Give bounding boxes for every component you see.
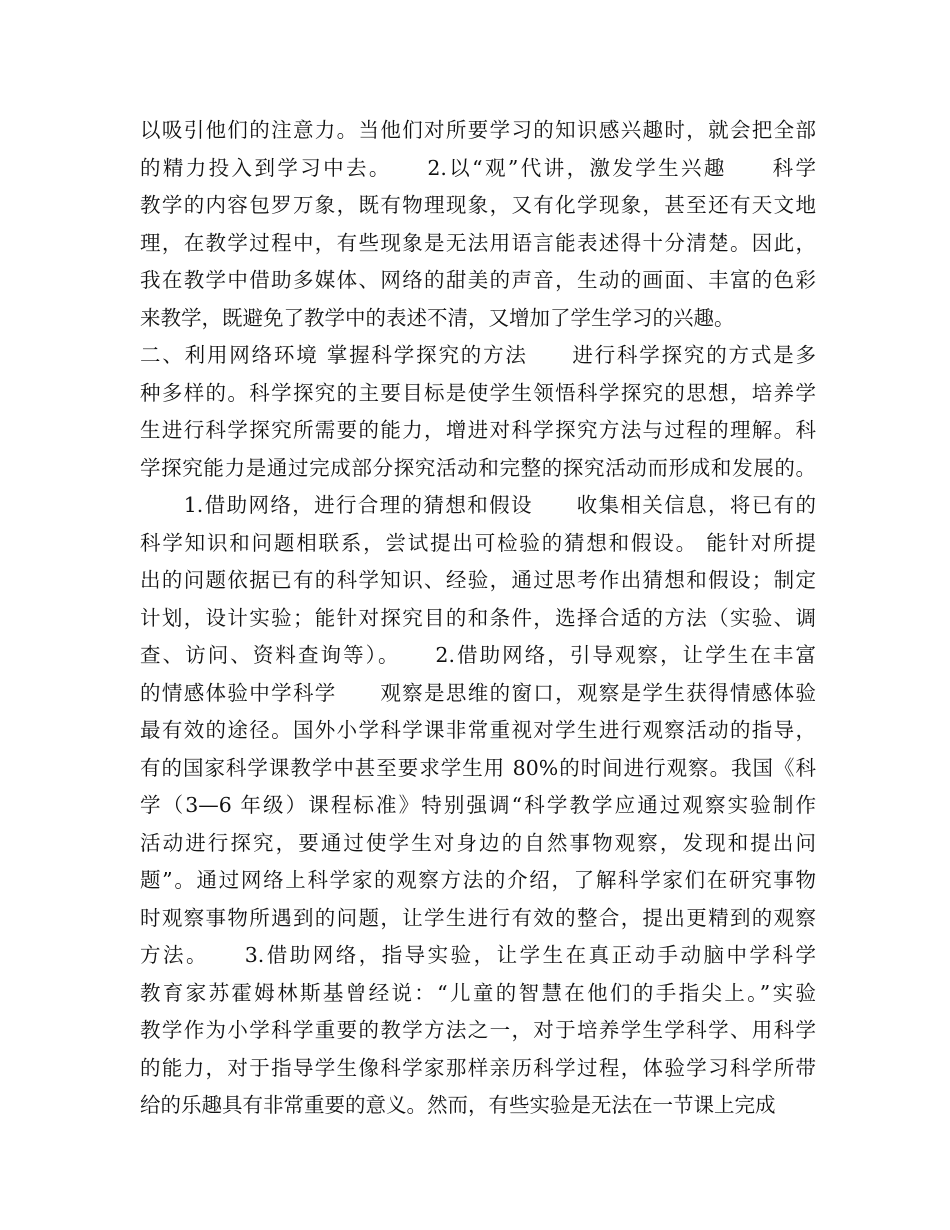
text-line-23: 方法。 3.借助网络，指导实验，让学生在真正动手动脑中学科学	[140, 943, 816, 967]
text-line-5: 我在教学中借助多媒体、网络的甜美的声音，生动的画面、丰富的色彩	[140, 268, 816, 292]
text-line-14: 计划，设计实验；能针对探究目的和条件，选择合适的方法（实验、调	[140, 605, 816, 630]
text-line-8: 种多样的。科学探究的主要目标是使学生领悟科学探究的思想，培养学	[140, 380, 816, 405]
text-line-10: 学探究能力是通过完成部分探究活动和完整的探究活动而形成和发展的。	[140, 455, 816, 480]
text-line-22: 时观察事物所遇到的问题，让学生进行有效的整合，提出更精到的观察	[140, 905, 816, 930]
text-line-3: 教学的内容包罗万象，既有物理现象，又有化学现象，甚至还有天文地	[140, 193, 816, 217]
text-line-12: 科学知识和问题相联系，尝试提出可检验的猜想和假设。 能针对所提	[140, 530, 816, 555]
text-line-7: 二、利用网络环境 掌握科学探究的方法 进行科学探究的方式是多	[140, 343, 816, 367]
text-line-9: 生进行科学探究所需要的能力，增进对科学探究方法与过程的理解。科	[140, 418, 816, 442]
text-line-19: 学（3—6 年级）课程标准》特别强调“科学教学应通过观察实验制作	[140, 793, 816, 817]
text-line-27: 给的乐趣具有非常重要的意义。然而，有些实验是无法在一节课上完成	[140, 1093, 776, 1117]
text-line-11: 1.借助网络，进行合理的猜想和假设 收集相关信息，将已有的	[140, 493, 816, 517]
text-line-1: 以吸引他们的注意力。当他们对所要学习的知识感兴趣时，就会把全部	[140, 118, 816, 142]
text-line-4: 理，在教学过程中，有些现象是无法用语言能表述得十分清楚。因此，	[140, 230, 816, 255]
text-line-26: 的能力，对于指导学生像科学家那样亲历科学过程，体验学习科学所带	[140, 1055, 816, 1080]
text-line-24: 教育家苏霍姆林斯基曾经说：“儿童的智慧在他们的手指尖上。”实验	[140, 980, 816, 1005]
text-line-2: 的精力投入到学习中去。 2.以“观”代讲，激发学生兴趣 科学	[140, 155, 816, 180]
text-line-21: 题”。通过网络上科学家的观察方法的介绍，了解科学家们在研究事物	[140, 868, 816, 892]
text-line-16: 的情感体验中学科学 观察是思维的窗口，观察是学生获得情感体验	[140, 680, 816, 705]
text-line-6: 来教学，既避免了教学中的表述不清，又增加了学生学习的兴趣。	[140, 305, 735, 330]
text-line-18: 有的国家科学课教学中甚至要求学生用 80%的时间进行观察。我国《科	[140, 755, 816, 780]
document-body	[140, 112, 816, 1125]
text-line-15: 查、访问、资料查询等）。 2.借助网络，引导观察，让学生在丰富	[140, 643, 816, 667]
text-line-17: 最有效的途径。国外小学科学课非常重视对学生进行观察活动的指导，	[140, 718, 816, 742]
text-line-13: 出的问题依据已有的科学知识、经验，通过思考作出猜想和假设；制定	[140, 568, 816, 592]
text-line-20: 活动进行探究，要通过使学生对身边的自然事物观察，发现和提出问	[140, 830, 816, 855]
text-line-25: 教学作为小学科学重要的教学方法之一，对于培养学生学科学、用科学	[140, 1018, 816, 1042]
